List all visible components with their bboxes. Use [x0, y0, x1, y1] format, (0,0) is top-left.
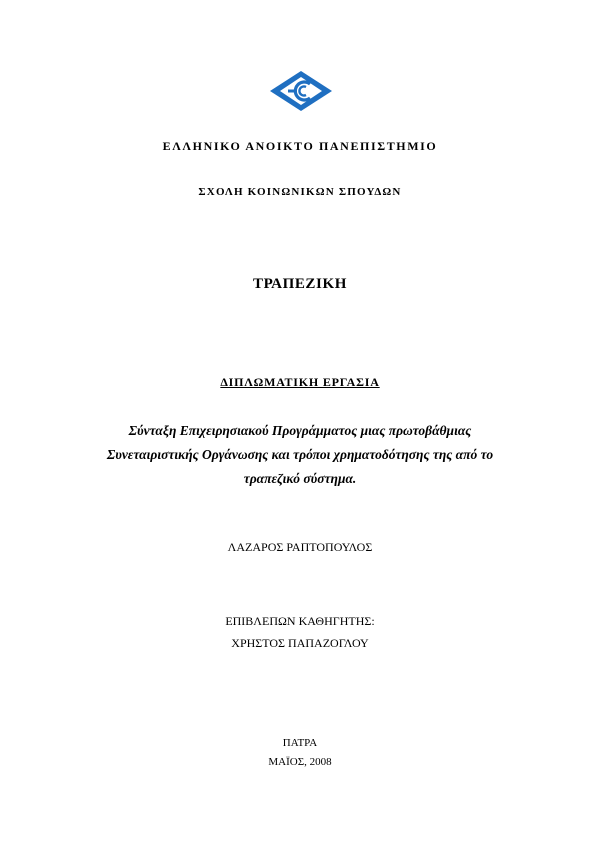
thesis-title-line: τραπεζικό σύστημα.: [243, 471, 357, 486]
school-name: ΣΧΟΛΗ ΚΟΙΝΩΝΙΚΩΝ ΣΠΟΥΔΩΝ: [198, 186, 402, 198]
thesis-type-heading: [0, 375, 600, 390]
supervisor-label: ΕΠΙΒΛΕΠΩΝ ΚΑΘΗΓΗΤΗΣ:: [225, 614, 375, 628]
thesis-title-line: Σύνταξη Επιχειρησιακού Προγράμματος μιας πρωτοβάθμιας: [128, 423, 472, 438]
date: ΜΑΪΟΣ, 2008: [268, 756, 332, 768]
thesis-title-line: Συνεταιριστικής Οργάνωσης και τρόποι χρηματοδότησης της από το: [106, 447, 494, 462]
supervisor-name: ΧΡΗΣΤΟΣ ΠΑΠΑΖΟΓΛΟΥ: [231, 636, 369, 650]
thesis-type-label: ΔΙΠΛΩΜΑΤΙΚΗ ΕΡΓΑΣΙΑ: [220, 375, 380, 389]
city: ΠΑΤΡΑ: [282, 737, 318, 749]
thesis-title: [0, 419, 600, 491]
department-name: ΤΡΑΠΕΖΙΚΗ: [252, 276, 348, 292]
author-name: ΛΑΖΑΡΟΣ ΡΑΠΤΟΠΟΥΛΟΣ: [227, 540, 373, 554]
university-name: ΕΛΛΗΝΙΚΟ ΑΝΟΙΚΤΟ ΠΑΝΕΠΙΣΤΗΜΙΟ: [162, 139, 438, 153]
university-emblem-icon: [269, 70, 333, 112]
